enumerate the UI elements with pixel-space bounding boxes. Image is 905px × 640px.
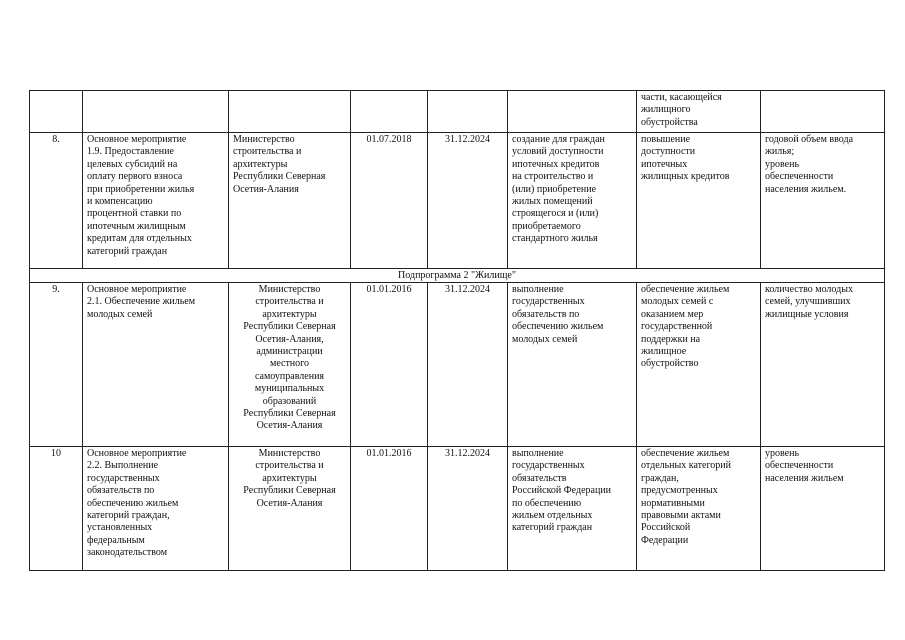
measure-name-cell: [83, 447, 229, 571]
measure-name-cell: [83, 283, 229, 447]
indicator-cell: [761, 447, 885, 571]
indicator-text: годовой объем ввода жилья; уровень обеспеченности населения жильем.: [765, 134, 854, 195]
executor-cell: [229, 91, 351, 133]
result-cell: [637, 133, 761, 269]
end-date-cell: [428, 447, 508, 571]
measure-name: Основное мероприятие 2.2. Выполнение государственных обязательств по обеспечению жильем категорий граждан, установленных федеральным законодательством: [87, 448, 187, 559]
indicator-cell: [761, 283, 885, 447]
program-measures-table: [29, 90, 885, 571]
indicator-text: количество молодых семей, улучшивших жилищные условия: [765, 284, 853, 320]
executor-cell: [229, 283, 351, 447]
executor-text: Министерство строительства и архитектуры Республики Северная Осетия-Алания: [243, 448, 336, 509]
end-date: 31.12.2024: [445, 134, 490, 145]
executor-text: Министерство строительства и архитектуры Республики Северная Осетия-Алания: [233, 134, 326, 195]
subprogram-title-cell: [30, 269, 885, 283]
content-text: выполнение государственных обязательств по обеспечению жильем молодых семей: [512, 284, 604, 345]
measure-name: Основное мероприятие 2.1. Обеспечение жильем молодых семей: [87, 284, 196, 320]
subprogram-row: [30, 269, 885, 283]
start-date: 01.01.2016: [366, 448, 412, 459]
result-text: обеспечение жильем отдельных категорий граждан, предусмотренных нормативными правовыми актами Российской Федерации: [641, 448, 732, 546]
content-cell: [508, 447, 637, 571]
start-date: 01.01.2016: [366, 284, 412, 295]
row-number-cell: [30, 283, 83, 447]
table-row: [30, 447, 885, 571]
content-text: создание для граждан условий доступности ипотечных кредитов на строительство и (или) приобретение жилых помещений строящегося и (или) приобретаемого стандартного жилья: [512, 134, 605, 245]
result-cell: [637, 91, 761, 133]
end-date-cell: [428, 133, 508, 269]
start-date-cell: [351, 91, 428, 133]
row-number-cell: [30, 91, 83, 133]
start-date: 01.07.2018: [366, 134, 412, 145]
row-number: 9.: [52, 284, 60, 295]
content-text: выполнение государственных обязательств Российской Федерации по обеспечению жильем отдельных категорий граждан: [512, 448, 612, 534]
start-date-cell: [351, 133, 428, 269]
result-text: повышение доступности ипотечных жилищных кредитов: [641, 134, 730, 183]
row-number-cell: [30, 133, 83, 269]
measure-name-cell: [83, 91, 229, 133]
result-cell: [637, 447, 761, 571]
content-cell: [508, 283, 637, 447]
row-number: 8.: [52, 134, 60, 145]
content-cell: [508, 91, 637, 133]
end-date-cell: [428, 91, 508, 133]
indicator-text: уровень обеспеченности населения жильем: [765, 448, 844, 484]
result-cell: [637, 283, 761, 447]
measure-name: Основное мероприятие 1.9. Предоставление целевых субсидий на оплату первого взноса при приобретении жилья и компенсацию процентной ставки по ипотечным жилищным кредитам для отдельных категорий граждан: [87, 134, 195, 257]
indicator-cell: [761, 91, 885, 133]
result-text: обеспечение жильем молодых семей с оказанием мер государственной поддержки на жилищное обустройство: [641, 284, 730, 370]
indicator-cell: [761, 133, 885, 269]
row-number: 10: [51, 448, 61, 459]
table-row: [30, 133, 885, 269]
end-date: 31.12.2024: [445, 284, 490, 295]
content-cell: [508, 133, 637, 269]
subprogram-title: Подпрограмма 2 "Жилище": [398, 270, 516, 281]
executor-cell: [229, 133, 351, 269]
end-date-cell: [428, 283, 508, 447]
executor-cell: [229, 447, 351, 571]
executor-text: Министерство строительства и архитектуры Республики Северная Осетия-Алания, администрации местного самоуправления муниципальных образований Республики Северная Осетия-Алания: [243, 284, 336, 432]
row-number-cell: [30, 447, 83, 571]
table-row: [30, 91, 885, 133]
start-date-cell: [351, 283, 428, 447]
result-text: части, касающейся жилищного обустройства: [641, 92, 722, 128]
end-date: 31.12.2024: [445, 448, 490, 459]
start-date-cell: [351, 447, 428, 571]
measure-name-cell: [83, 133, 229, 269]
table-row: [30, 283, 885, 447]
